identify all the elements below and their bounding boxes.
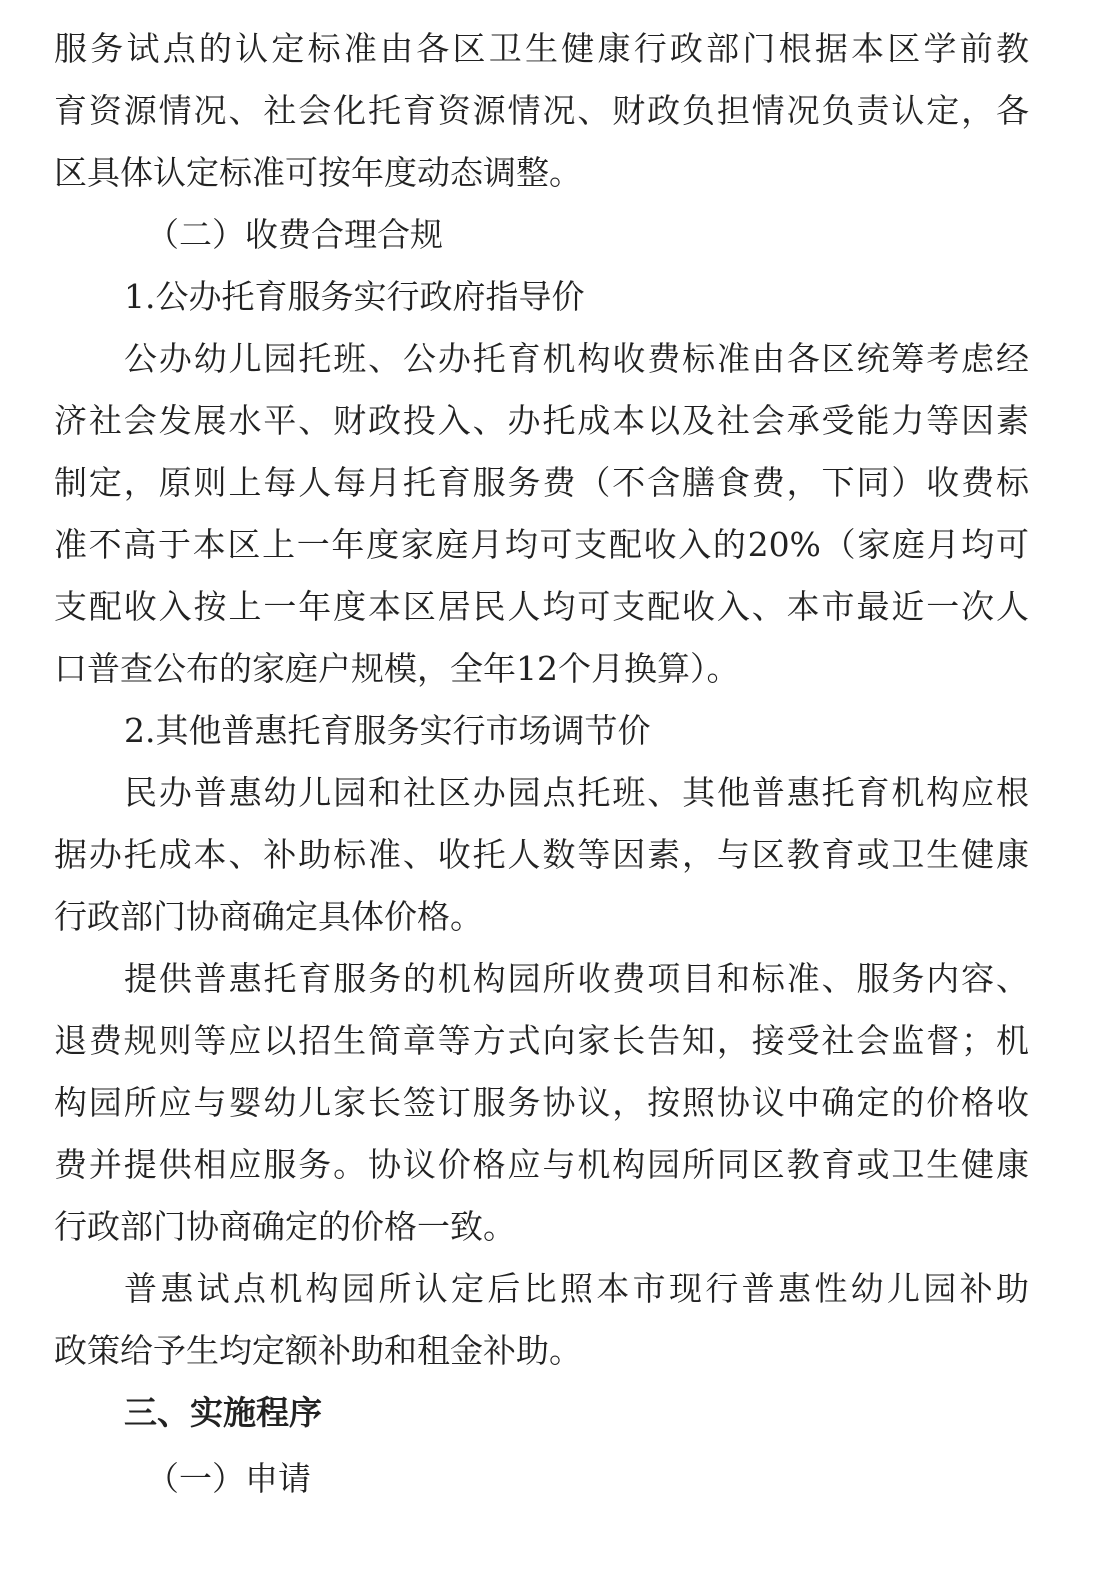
paragraph-line: 口普查公布的家庭户规模，全年12个月换算）。 [54,649,740,688]
paragraph-line: 公办幼儿园托班、公办托育机构收费标准由各区统筹考虑经 [124,339,1029,378]
paragraph-line: 普惠试点机构园所认定后比照本市现行普惠性幼儿园补助 [124,1269,1029,1308]
paragraph-line: 行政部门协商确定具体价格。 [54,897,483,936]
paragraph-line: 提供普惠托育服务的机构园所收费项目和标准、服务内容、 [124,959,1029,998]
paragraph-line: 政策给予生均定额补助和租金补助。 [54,1331,582,1370]
paragraph-line: 区具体认定标准可按年度动态调整。 [54,153,582,192]
paragraph-line: 退费规则等应以招生简章等方式向家长告知，接受社会监督；机 [54,1021,1029,1060]
paragraph-line: 费并提供相应服务。协议价格应与机构园所同区教育或卫生健康 [54,1145,1029,1184]
paragraph-line: 行政部门协商确定的价格一致。 [54,1207,516,1246]
paragraph-line: 民办普惠幼儿园和社区办园点托班、其他普惠托育机构应根 [124,773,1029,812]
paragraph-line: 准不高于本区上一年度家庭月均可支配收入的20%（家庭月均可 [54,525,1029,564]
section-heading: （二）收费合理合规 [146,215,443,254]
subsection-heading: 2.其他普惠托育服务实行市场调节价 [124,711,651,750]
section-heading: （一）申请 [146,1459,311,1498]
paragraph-line: 育资源情况、社会化托育资源情况、财政负担情况负责认定，各 [54,91,1029,130]
paragraph-line: 服务试点的认定标准由各区卫生健康行政部门根据本区学前教 [54,29,1029,68]
paragraph-line: 支配收入按上一年度本区居民人均可支配收入、本市最近一次人 [54,587,1029,626]
paragraph-line: 济社会发展水平、财政投入、办托成本以及社会承受能力等因素 [54,401,1029,440]
paragraph-line: 制定，原则上每人每月托育服务费（不含膳食费，下同）收费标 [54,463,1029,502]
chapter-heading: 三、实施程序 [124,1393,322,1432]
paragraph-line: 据办托成本、补助标准、收托人数等因素，与区教育或卫生健康 [54,835,1029,874]
paragraph-line: 构园所应与婴幼儿家长签订服务协议，按照协议中确定的价格收 [54,1083,1029,1122]
subsection-heading: 1.公办托育服务实行政府指导价 [124,277,585,316]
